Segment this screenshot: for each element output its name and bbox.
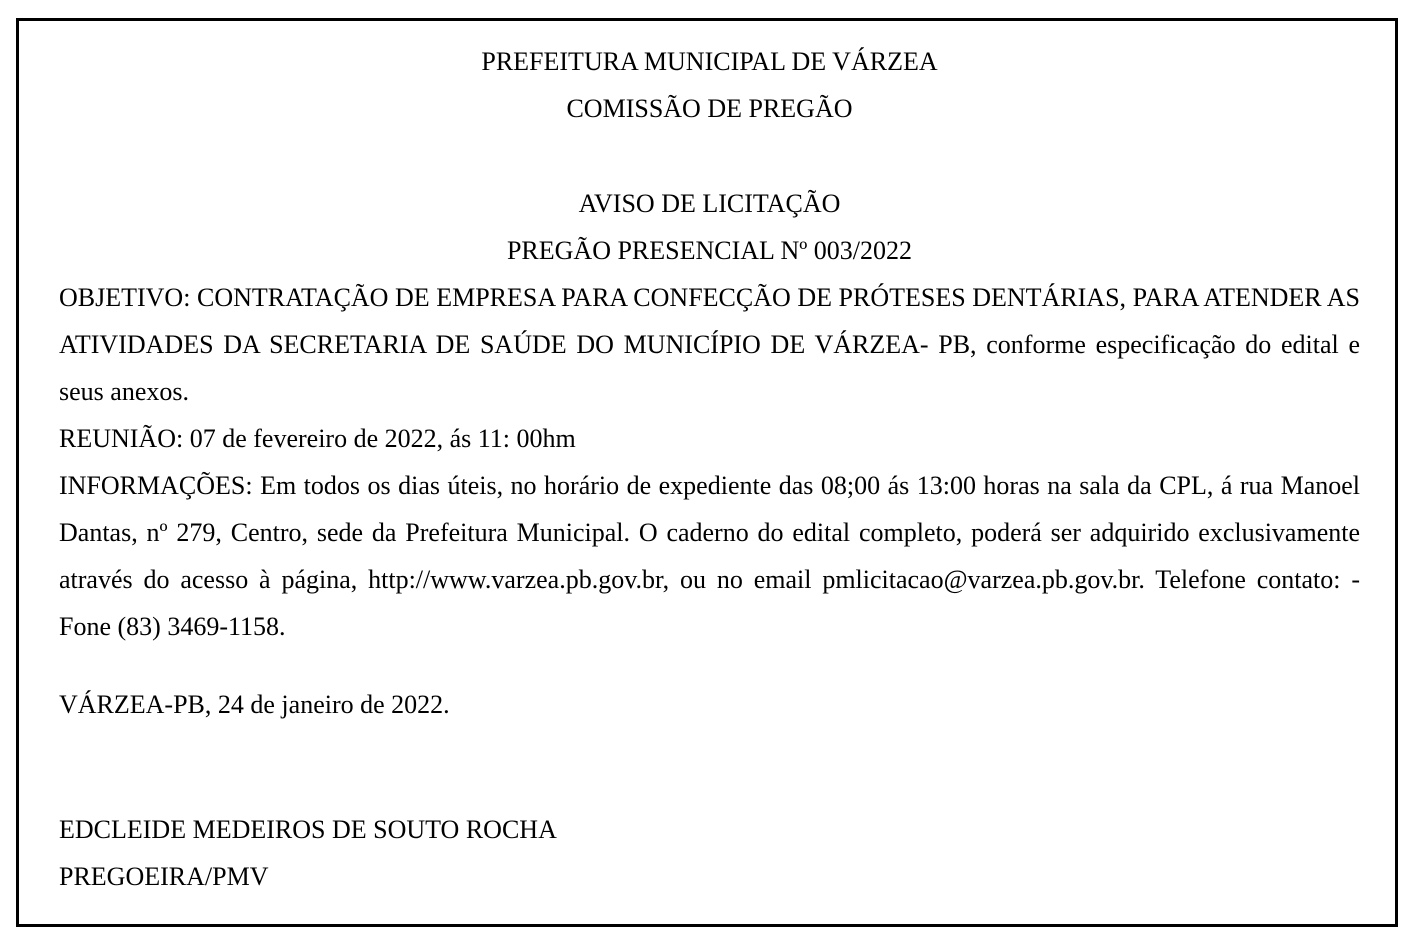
- header-commission: COMISSÃO DE PREGÃO: [566, 94, 853, 123]
- notice-title: AVISO DE LICITAÇÃO: [578, 189, 841, 218]
- date-line: VÁRZEA-PB, 24 de janeiro de 2022.: [59, 690, 450, 719]
- information-paragraph: INFORMAÇÕES: Em todos os dias úteis, no horário de expediente das 08;00 ás 13:00 horas na sala da CPL, á rua Manoel Dantas, nº 279, Centro, sede da Prefeitura Municipal. O caderno do edital completo, poderá ser adquirido exclusivamente através do acesso à página, http://www.varzea.pb.gov.br, ou no email pmlicitacao@varzea.pb.gov.br. Telefone contato: - Fone (83) 3469-1158.: [59, 471, 1360, 641]
- notice-content: [59, 38, 1360, 900]
- objective-paragraph: OBJETIVO: CONTRATAÇÃO DE EMPRESA PARA CONFECÇÃO DE PRÓTESES DENTÁRIAS, PARA ATENDER AS ATIVIDADES DA SECRETARIA DE SAÚDE DO MUNICÍPIO DE VÁRZEA- PB, conforme especificação do edital e seus anexos.: [59, 283, 1360, 406]
- notice-subtitle: PREGÃO PRESENCIAL Nº 003/2022: [506, 236, 913, 265]
- spacer: [59, 728, 1360, 806]
- signatory-role: PREGOEIRA/PMV: [59, 862, 269, 891]
- meeting-paragraph: REUNIÃO: 07 de fevereiro de 2022, ás 11: 00hm: [59, 424, 576, 453]
- signatory-name: EDCLEIDE MEDEIROS DE SOUTO ROCHA: [59, 815, 557, 844]
- header-municipality: PREFEITURA MUNICIPAL DE VÁRZEA: [481, 47, 938, 76]
- spacer: [59, 132, 1360, 180]
- spacer: [59, 650, 1360, 681]
